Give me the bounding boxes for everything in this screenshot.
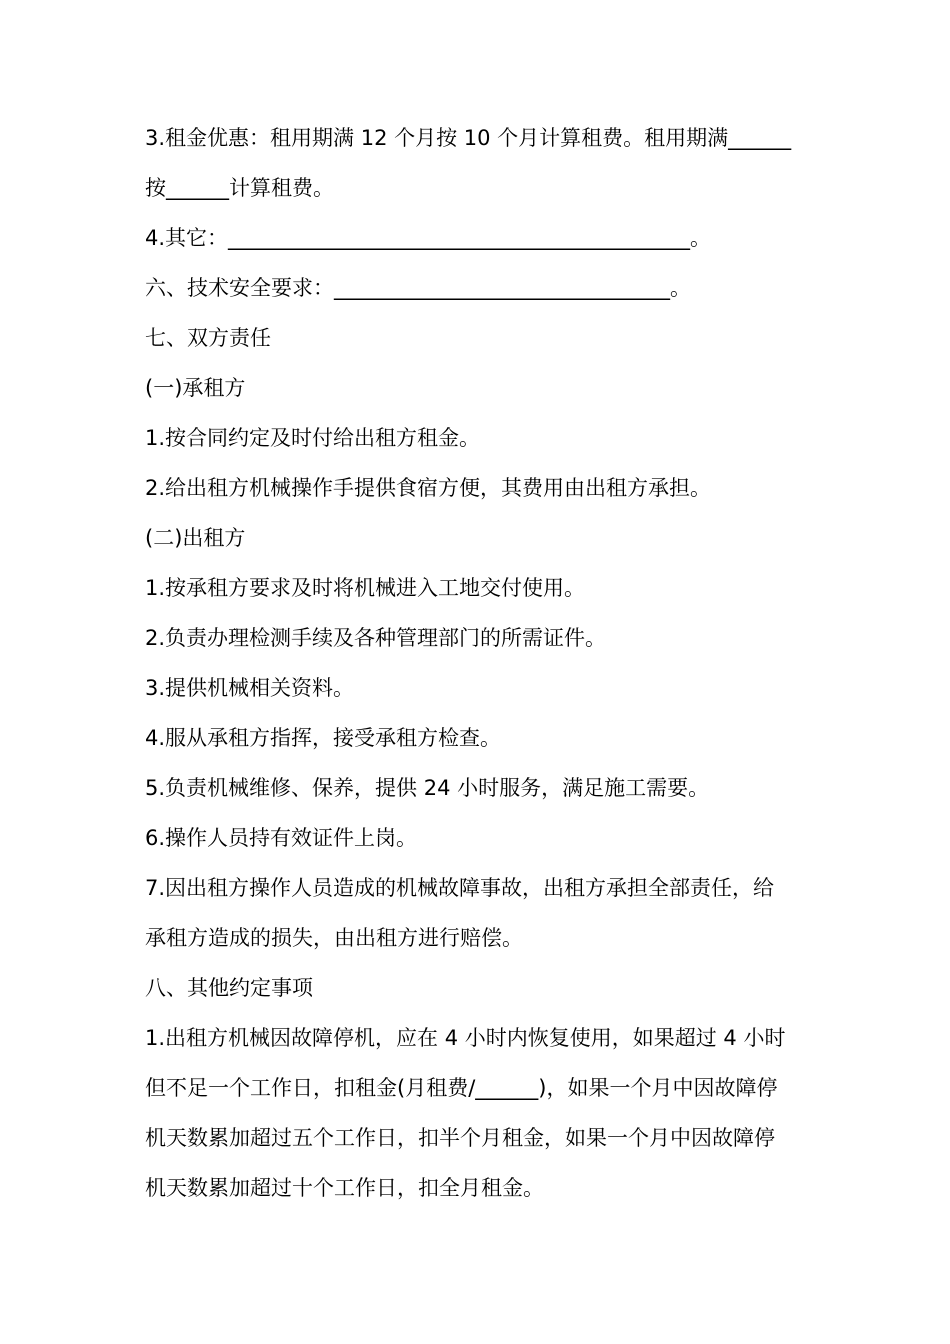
lessor-item-7-cont: 承租方造成的损失，由出租方进行赔偿。 (145, 926, 523, 950)
lessor-item-1: 1.按承租方要求及时将机械进入工地交付使用。 (145, 576, 586, 600)
lessor-item-5: 5.负责机械维修、保养，提供 24 小时服务，满足施工需要。 (145, 776, 710, 800)
subsection-lessor-heading: (二)出租方 (145, 526, 246, 550)
clause-other: 4.其它：____________________________________________。 (145, 226, 712, 250)
lessor-item-3: 3.提供机械相关资料。 (145, 676, 355, 700)
section-other-terms-heading: 八、其他约定事项 (145, 976, 313, 1000)
lessor-item-7: 7.因出租方操作人员造成的机械故障事故，出租方承担全部责任，给 (145, 876, 775, 900)
clause-rent-discount: 3.租金优惠：租用期满 12 个月按 10 个月计算租费。租用期满______ (145, 126, 792, 150)
subsection-lessee-heading: (一)承租方 (145, 376, 246, 400)
document-page (145, 113, 810, 1213)
lessee-item-1: 1.按合同约定及时付给出租方租金。 (145, 426, 481, 450)
other-terms-item-1-cont-2: 机天数累加超过五个工作日，扣半个月租金，如果一个月中因故障停 (145, 1126, 775, 1150)
lessor-item-2: 2.负责办理检测手续及各种管理部门的所需证件。 (145, 626, 607, 650)
clause-rent-discount-cont: 按______计算租费。 (145, 176, 334, 200)
lessor-item-6: 6.操作人员持有效证件上岗。 (145, 826, 418, 850)
other-terms-item-1-cont-1: 但不足一个工作日，扣租金(月租费/______)，如果一个月中因故障停 (145, 1076, 778, 1100)
other-terms-item-1-cont-3: 机天数累加超过十个工作日，扣全月租金。 (145, 1176, 544, 1200)
lessee-item-2: 2.给出租方机械操作手提供食宿方便，其费用由出租方承担。 (145, 476, 712, 500)
section-safety-requirements: 六、技术安全要求：________________________________。 (145, 276, 691, 300)
lessor-item-4: 4.服从承租方指挥，接受承租方检查。 (145, 726, 502, 750)
other-terms-item-1: 1.出租方机械因故障停机，应在 4 小时内恢复使用，如果超过 4 小时 (145, 1026, 786, 1050)
section-responsibilities-heading: 七、双方责任 (145, 326, 271, 350)
